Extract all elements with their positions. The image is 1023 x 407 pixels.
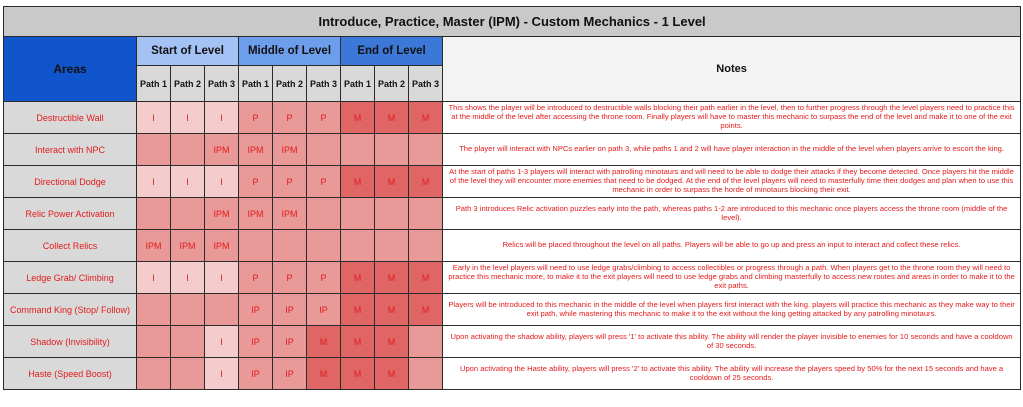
table-row [4,262,1021,294]
ipm-cell: IPM [273,134,307,166]
table-row [4,102,1021,134]
ipm-cell: IP [239,326,273,358]
ipm-cell: P [239,166,273,198]
ipm-cell [307,230,341,262]
ipm-cell: IP [239,294,273,326]
ipm-cell [137,358,171,390]
ipm-cell: M [341,262,375,294]
ipm-cell: IP [239,358,273,390]
ipm-table [3,6,1021,390]
mechanics-rows [4,102,1021,390]
ipm-cell: IPM [137,230,171,262]
table-row [4,326,1021,358]
ipm-cell: M [341,294,375,326]
ipm-cell: IPM [273,198,307,230]
path-header: Path 1 [239,66,273,102]
ipm-cell [239,230,273,262]
ipm-cell [137,134,171,166]
ipm-cell: IPM [205,198,239,230]
path-header: Path 2 [375,66,409,102]
ipm-cell [171,134,205,166]
ipm-cell: IP [273,326,307,358]
ipm-cell: M [409,294,443,326]
area-cell: Command King (Stop/ Follow) [4,294,137,326]
table-row [4,230,1021,262]
ipm-cell: M [409,166,443,198]
ipm-cell [409,134,443,166]
ipm-cell [409,230,443,262]
note-cell: Players will be introduced to this mechanic in the middle of the level when players first interact with the king. players will practice this mechanic as they make way to their exit path, while mastering this mechanic to make it to the exit without the king getting attacked by any patrolling minotaurs. [443,294,1021,326]
note-cell: The player will interact with NPCs earlier on path 3, while paths 1 and 2 will have player interaction in the middle of the level when players arrive to escort the king. [443,134,1021,166]
ipm-cell: I [205,326,239,358]
ipm-cell: P [307,166,341,198]
area-cell: Haste (Speed Boost) [4,358,137,390]
ipm-cell: M [375,102,409,134]
ipm-cell [273,230,307,262]
ipm-cell: I [137,166,171,198]
ipm-cell: P [307,262,341,294]
ipm-cell: M [375,358,409,390]
ipm-cell: M [341,102,375,134]
ipm-cell: I [205,166,239,198]
note-cell: This shows the player will be introduced to destructible walls blocking their path earlier in the level, then to further progress through the level players need to practice this at the middle of the level after accessing the throne room. Finally players will have to master this mechanic to surpass the end of the level and make it to one of the exit points. [443,102,1021,134]
ipm-cell: M [307,326,341,358]
ipm-cell [137,198,171,230]
ipm-cell: P [273,166,307,198]
table-row [4,198,1021,230]
sheet-title: Introduce, Practice, Master (IPM) - Custom Mechanics - 1 Level [4,7,1021,37]
ipm-cell: I [171,262,205,294]
ipm-cell: I [171,166,205,198]
ipm-cell [137,294,171,326]
ipm-cell: M [307,358,341,390]
path-header: Path 1 [137,66,171,102]
ipm-cell: IPM [239,198,273,230]
ipm-cell [375,198,409,230]
path-header: Path 3 [205,66,239,102]
area-cell: Collect Relics [4,230,137,262]
area-cell: Shadow (Invisibility) [4,326,137,358]
ipm-cell: M [341,358,375,390]
area-cell: Interact with NPC [4,134,137,166]
ipm-cell: P [307,102,341,134]
start-of-level-header: Start of Level [137,37,239,66]
ipm-cell [171,294,205,326]
ipm-cell: M [341,326,375,358]
note-cell: Path 3 introduces Relic activation puzzles early into the path, whereas paths 1-2 are introduced to this mechanic once players access the throne room (middle of the level). [443,198,1021,230]
ipm-cell: IPM [171,230,205,262]
ipm-cell: P [239,262,273,294]
ipm-cell [205,294,239,326]
ipm-cell: P [273,262,307,294]
ipm-cell [137,326,171,358]
path-header: Path 2 [273,66,307,102]
table-row [4,134,1021,166]
ipm-cell: I [205,102,239,134]
path-header: Path 3 [307,66,341,102]
ipm-cell: M [409,102,443,134]
ipm-cell: P [239,102,273,134]
ipm-cell: M [375,326,409,358]
area-cell: Directional Dodge [4,166,137,198]
area-cell: Ledge Grab/ Climbing [4,262,137,294]
ipm-cell [409,198,443,230]
ipm-cell: M [409,262,443,294]
middle-of-level-header: Middle of Level [239,37,341,66]
table-row [4,166,1021,198]
ipm-cell: IPM [205,134,239,166]
note-cell: Upon activating the Haste ability, players will press '2' to activate this ability. The ability will increase the players speed by 50% for the next 15 seconds and have a cooldown of 25 seconds. [443,358,1021,390]
ipm-cell [375,134,409,166]
ipm-cell: P [273,102,307,134]
ipm-cell: I [205,262,239,294]
ipm-cell [171,358,205,390]
ipm-cell: IPM [205,230,239,262]
note-cell: At the start of paths 1-3 players will interact with patrolling minotaurs and will need to be able to dodge their attacks if they become detected. Once players hit the middle of the level they will encounter more enemies that need to be dodged. At the end of the level players will need to masterfully time their dodges and plan when to use this mechanic in order to surpass the horde of minotaurs blocking their exit. [443,166,1021,198]
ipm-cell [375,230,409,262]
ipm-cell [171,326,205,358]
note-cell: Upon activating the shadow ability, players will press '1' to activate this ability. The ability will render the player invisible to enemies for 10 seconds and have a cooldown of 30 seconds. [443,326,1021,358]
path-header: Path 3 [409,66,443,102]
ipm-cell [307,198,341,230]
ipm-cell [341,230,375,262]
ipm-cell: I [137,262,171,294]
ipm-cell [307,134,341,166]
ipm-cell: IP [307,294,341,326]
ipm-cell: M [375,262,409,294]
ipm-cell: M [375,294,409,326]
table-row [4,294,1021,326]
ipm-cell [341,134,375,166]
notes-header: Notes [443,37,1021,102]
ipm-cell [409,358,443,390]
ipm-cell [409,326,443,358]
ipm-cell: I [137,102,171,134]
ipm-cell: IP [273,294,307,326]
ipm-cell: IP [273,358,307,390]
ipm-cell: I [205,358,239,390]
end-of-level-header: End of Level [341,37,443,66]
ipm-cell [171,198,205,230]
note-cell: Early in the level players will need to use ledge grabs/climbing to access collectibles or progress through a path. When players get to the throne room they will need to practice this mechanic more, to make it to the exit players will need to use ledge grabs and climbing masterfully to access new routes and areas in order to make it to the exit paths. [443,262,1021,294]
area-cell: Destructible Wall [4,102,137,134]
ipm-cell: I [171,102,205,134]
path-header: Path 2 [171,66,205,102]
area-cell: Relic Power Activation [4,198,137,230]
ipm-cell: M [341,166,375,198]
ipm-cell: M [375,166,409,198]
ipm-cell: IPM [239,134,273,166]
path-header: Path 1 [341,66,375,102]
ipm-cell [341,198,375,230]
areas-header: Areas [4,37,137,102]
table-row [4,358,1021,390]
note-cell: Relics will be placed throughout the level on all paths. Players will be able to go up and press an input to interact and collect these relics. [443,230,1021,262]
